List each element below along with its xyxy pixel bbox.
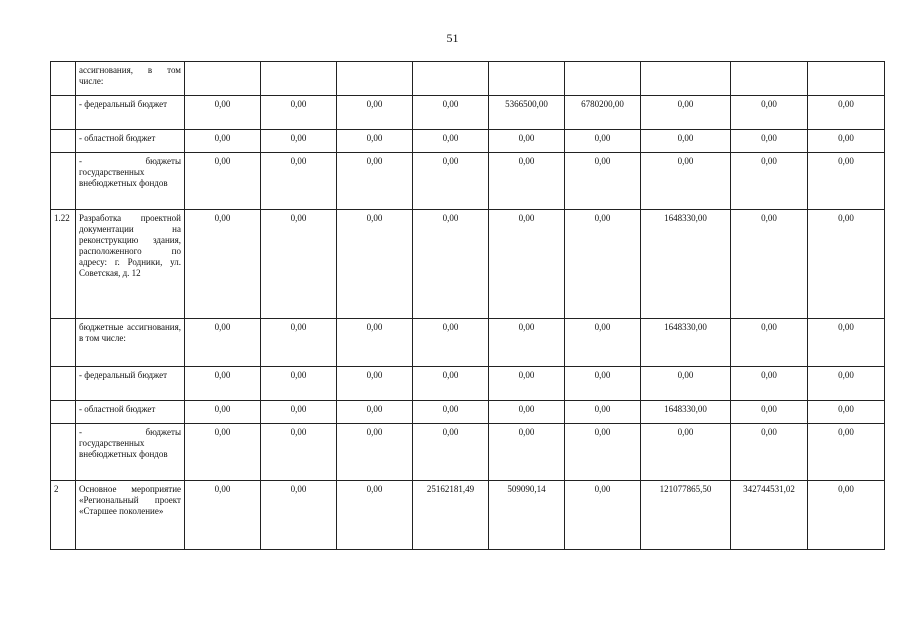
value-cell: 0,00 — [261, 96, 337, 130]
value-cell — [731, 62, 808, 96]
page-number: 51 — [446, 31, 459, 45]
value-cell: 0,00 — [185, 153, 261, 210]
table-row — [51, 96, 885, 130]
value-cell: 0,00 — [565, 367, 641, 401]
value-cell: 0,00 — [489, 424, 565, 481]
value-cell: 1648330,00 — [641, 401, 731, 424]
row-number — [51, 96, 76, 130]
value-cell: 0,00 — [808, 210, 885, 319]
value-cell: 1648330,00 — [641, 319, 731, 367]
value-cell: 0,00 — [261, 401, 337, 424]
value-cell: 0,00 — [337, 319, 413, 367]
table-row — [51, 153, 885, 210]
value-cell: 0,00 — [261, 153, 337, 210]
value-cell: 0,00 — [641, 153, 731, 210]
row-number: 2 — [51, 481, 76, 550]
value-cell: 0,00 — [337, 367, 413, 401]
value-cell: 0,00 — [337, 424, 413, 481]
value-cell: 0,00 — [808, 130, 885, 153]
value-cell: 509090,14 — [489, 481, 565, 550]
row-name: - областной бюджет — [76, 130, 185, 153]
row-number — [51, 319, 76, 367]
value-cell: 0,00 — [641, 424, 731, 481]
value-cell — [808, 62, 885, 96]
value-cell: 0,00 — [565, 153, 641, 210]
value-cell: 0,00 — [808, 96, 885, 130]
value-cell: 0,00 — [413, 153, 489, 210]
value-cell: 0,00 — [261, 367, 337, 401]
value-cell: 0,00 — [413, 319, 489, 367]
value-cell: 0,00 — [641, 367, 731, 401]
table-row — [51, 62, 885, 96]
value-cell: 0,00 — [731, 424, 808, 481]
row-name: - федеральный бюджет — [76, 367, 185, 401]
value-cell: 0,00 — [489, 401, 565, 424]
value-cell: 0,00 — [337, 401, 413, 424]
value-cell — [413, 62, 489, 96]
value-cell: 0,00 — [808, 319, 885, 367]
value-cell: 342744531,02 — [731, 481, 808, 550]
value-cell: 0,00 — [565, 424, 641, 481]
row-name: - бюджеты государственных внебюджетных фондов — [76, 153, 185, 210]
budget-table — [50, 61, 885, 550]
value-cell: 0,00 — [808, 153, 885, 210]
value-cell: 0,00 — [413, 367, 489, 401]
row-name: бюджетные ассигнования, в том числе: — [76, 319, 185, 367]
value-cell: 0,00 — [261, 424, 337, 481]
value-cell: 0,00 — [731, 96, 808, 130]
value-cell: 0,00 — [489, 130, 565, 153]
value-cell: 121077865,50 — [641, 481, 731, 550]
value-cell: 0,00 — [337, 96, 413, 130]
value-cell: 0,00 — [337, 130, 413, 153]
value-cell — [185, 62, 261, 96]
row-name: Основное мероприятие «Региональный проект «Старшее поколение» — [76, 481, 185, 550]
table-row — [51, 210, 885, 319]
table-row — [51, 481, 885, 550]
value-cell: 0,00 — [808, 481, 885, 550]
value-cell: 0,00 — [413, 210, 489, 319]
row-number — [51, 130, 76, 153]
row-number: 1.22 — [51, 210, 76, 319]
value-cell — [261, 62, 337, 96]
value-cell: 0,00 — [565, 481, 641, 550]
row-name: ассигнования, в том числе: — [76, 62, 185, 96]
value-cell: 5366500,00 — [489, 96, 565, 130]
value-cell: 0,00 — [185, 96, 261, 130]
value-cell — [565, 62, 641, 96]
row-number — [51, 153, 76, 210]
value-cell — [337, 62, 413, 96]
value-cell: 0,00 — [185, 319, 261, 367]
table-row — [51, 401, 885, 424]
value-cell: 0,00 — [731, 153, 808, 210]
row-number — [51, 62, 76, 96]
value-cell: 0,00 — [808, 367, 885, 401]
value-cell: 0,00 — [565, 210, 641, 319]
value-cell: 0,00 — [489, 319, 565, 367]
value-cell: 0,00 — [731, 401, 808, 424]
table-row — [51, 367, 885, 401]
value-cell: 0,00 — [731, 367, 808, 401]
value-cell: 0,00 — [261, 130, 337, 153]
value-cell: 6780200,00 — [565, 96, 641, 130]
value-cell: 0,00 — [185, 210, 261, 319]
value-cell — [641, 62, 731, 96]
value-cell: 0,00 — [808, 424, 885, 481]
value-cell: 0,00 — [808, 401, 885, 424]
value-cell: 0,00 — [261, 210, 337, 319]
table-row — [51, 130, 885, 153]
value-cell: 0,00 — [731, 319, 808, 367]
value-cell: 0,00 — [731, 210, 808, 319]
value-cell: 0,00 — [261, 319, 337, 367]
value-cell: 1648330,00 — [641, 210, 731, 319]
value-cell: 0,00 — [185, 401, 261, 424]
value-cell: 0,00 — [185, 130, 261, 153]
value-cell: 0,00 — [185, 424, 261, 481]
value-cell: 0,00 — [565, 130, 641, 153]
value-cell: 0,00 — [489, 210, 565, 319]
row-number — [51, 367, 76, 401]
table-row — [51, 319, 885, 367]
value-cell: 0,00 — [337, 210, 413, 319]
value-cell: 0,00 — [185, 367, 261, 401]
value-cell: 0,00 — [489, 153, 565, 210]
value-cell: 0,00 — [185, 481, 261, 550]
value-cell: 0,00 — [413, 130, 489, 153]
row-name: - бюджеты государственных внебюджетных фондов — [76, 424, 185, 481]
value-cell: 0,00 — [413, 401, 489, 424]
value-cell: 0,00 — [413, 424, 489, 481]
value-cell: 0,00 — [565, 319, 641, 367]
value-cell: 0,00 — [641, 130, 731, 153]
row-number — [51, 424, 76, 481]
row-name: - федеральный бюджет — [76, 96, 185, 130]
value-cell: 25162181,49 — [413, 481, 489, 550]
value-cell: 0,00 — [413, 96, 489, 130]
value-cell: 0,00 — [641, 96, 731, 130]
value-cell — [489, 62, 565, 96]
value-cell: 0,00 — [337, 481, 413, 550]
row-name: Разработка проектной документации на реконструкцию здания, расположенного по адресу: г. Родники, ул. Советская, д. 12 — [76, 210, 185, 319]
value-cell: 0,00 — [565, 401, 641, 424]
value-cell: 0,00 — [489, 367, 565, 401]
value-cell: 0,00 — [731, 130, 808, 153]
value-cell: 0,00 — [337, 153, 413, 210]
table-row — [51, 424, 885, 481]
value-cell: 0,00 — [261, 481, 337, 550]
row-name: - областной бюджет — [76, 401, 185, 424]
row-number — [51, 401, 76, 424]
